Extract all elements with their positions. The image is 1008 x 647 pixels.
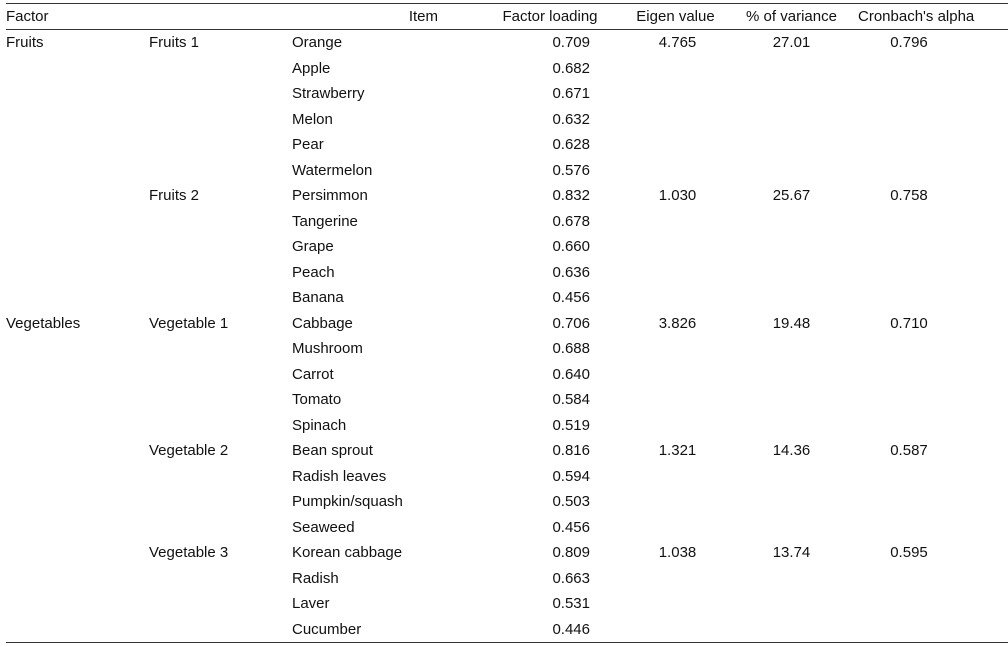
table-header [6,4,1008,30]
table-row [6,336,1008,362]
table-row [6,540,1008,566]
cell-item: Grape [292,238,334,255]
cell-percent-variance [731,489,852,515]
table-row [6,158,1008,184]
table-row [6,81,1008,107]
table-row [6,56,1008,82]
table-row [6,311,1008,337]
cell-cronbach-alpha [852,81,1008,107]
cell-cronbach-alpha [852,566,1008,592]
cell-eigen-value: 1.030 [658,187,697,204]
cell-cronbach-alpha [852,107,1008,133]
header-eigen-value: Eigen value [636,8,715,25]
cell-factor [6,362,149,388]
cell-eigen-value [620,362,731,388]
table-row [6,591,1008,617]
cell-item: Carrot [292,365,334,383]
table-row [6,617,1008,643]
table-row [6,132,1008,158]
cell-eigen-value: 4.765 [658,34,697,51]
cell-subfactor [149,285,292,311]
table-row [6,107,1008,133]
cell-factor-loading: 0.678 [552,212,590,230]
cell-factor-loading: 0.628 [552,136,590,153]
factor-analysis-table [6,3,1008,643]
cell-factor [6,285,149,311]
cell-factor-loading: 0.636 [552,263,590,281]
cell-subfactor: Fruits 1 [149,34,200,51]
cell-percent-variance [731,158,852,184]
cell-eigen-value [620,591,731,617]
cell-item: Radish [292,569,339,587]
cell-subfactor [149,56,292,82]
cell-factor [6,234,149,260]
cell-percent-variance [731,413,852,439]
cell-subfactor: Vegetable 3 [149,544,229,561]
cell-factor-loading: 0.832 [552,187,590,204]
cell-factor [6,489,149,515]
cell-percent-variance: 27.01 [772,34,811,51]
cell-item: Bean sprout [292,442,373,459]
cell-item: Tangerine [292,212,358,230]
cell-percent-variance [731,336,852,362]
cell-cronbach-alpha [852,413,1008,439]
cell-item: Pear [292,136,324,153]
cell-cronbach-alpha [852,362,1008,388]
cell-item: Pumpkin/squash [292,493,403,510]
cell-subfactor [149,413,292,439]
table-body [6,30,1008,643]
cell-factor-loading: 0.671 [552,85,590,102]
cell-subfactor [149,617,292,643]
cell-factor: Vegetables [6,314,81,332]
cell-percent-variance [731,209,852,235]
cell-item: Peach [292,263,335,281]
table-row [6,209,1008,235]
cell-eigen-value: 1.038 [658,544,697,561]
cell-factor [6,260,149,286]
cell-percent-variance: 25.67 [772,187,811,204]
cell-factor: Fruits [6,34,44,51]
cell-factor-loading: 0.640 [552,365,590,383]
cell-item: Mushroom [292,340,363,357]
table-row [6,260,1008,286]
cell-subfactor [149,591,292,617]
cell-percent-variance [731,132,852,158]
cell-factor-loading: 0.663 [552,569,590,587]
cell-eigen-value [620,617,731,643]
cell-item: Banana [292,289,344,306]
cell-cronbach-alpha [852,591,1008,617]
cell-percent-variance [731,285,852,311]
cell-eigen-value [620,336,731,362]
cell-percent-variance [731,362,852,388]
cell-factor-loading: 0.531 [552,595,590,612]
cell-eigen-value [620,158,731,184]
cell-cronbach-alpha [852,464,1008,490]
cell-cronbach-alpha: 0.758 [890,187,928,204]
cell-factor [6,464,149,490]
cell-percent-variance: 14.36 [772,442,811,459]
cell-subfactor: Fruits 2 [149,187,200,204]
table-row [6,387,1008,413]
cell-eigen-value [620,234,731,260]
cell-eigen-value [620,285,731,311]
cell-item: Melon [292,110,333,128]
cell-factor-loading: 0.682 [552,59,590,77]
cell-percent-variance [731,617,852,643]
cell-cronbach-alpha [852,489,1008,515]
cell-percent-variance [731,56,852,82]
cell-factor-loading: 0.519 [552,416,590,434]
cell-item: Radish leaves [292,467,387,485]
cell-factor [6,336,149,362]
cell-eigen-value [620,387,731,413]
cell-factor-loading: 0.632 [552,110,590,128]
cell-subfactor [149,209,292,235]
cell-subfactor [149,464,292,490]
cell-eigen-value [620,56,731,82]
cell-eigen-value [620,566,731,592]
cell-cronbach-alpha: 0.710 [890,314,928,332]
cell-subfactor [149,260,292,286]
cell-percent-variance [731,464,852,490]
cell-subfactor [149,234,292,260]
cell-subfactor [149,158,292,184]
cell-subfactor [149,566,292,592]
cell-percent-variance [731,81,852,107]
cell-percent-variance [731,107,852,133]
cell-eigen-value: 3.826 [658,314,697,332]
cell-item: Orange [292,34,343,51]
cell-subfactor [149,387,292,413]
cell-factor [6,617,149,643]
cell-item: Laver [292,595,330,612]
cell-factor [6,107,149,133]
cell-factor [6,540,149,566]
table-row [6,438,1008,464]
header-cronbach-alpha: Cronbach's alpha [858,8,975,25]
cell-cronbach-alpha [852,515,1008,541]
table-row [6,30,1008,56]
cell-percent-variance [731,515,852,541]
cell-item: Tomato [292,391,342,408]
cell-factor-loading: 0.576 [552,161,590,179]
cell-factor-loading: 0.456 [552,289,590,306]
cell-eigen-value [620,260,731,286]
header-item: Item [408,8,438,25]
cell-factor [6,566,149,592]
header-row [6,4,1008,30]
table-row [6,489,1008,515]
header-subfactor [149,4,292,30]
cell-factor-loading: 0.660 [552,238,590,255]
table-row [6,515,1008,541]
cell-cronbach-alpha [852,158,1008,184]
cell-factor-loading: 0.456 [552,518,590,536]
cell-subfactor [149,81,292,107]
cell-factor [6,413,149,439]
cell-factor [6,81,149,107]
cell-factor-loading: 0.503 [552,493,590,510]
cell-subfactor [149,336,292,362]
cell-cronbach-alpha [852,387,1008,413]
cell-factor [6,158,149,184]
table-row [6,234,1008,260]
header-factor-loading: Factor loading [502,8,598,25]
cell-eigen-value [620,209,731,235]
cell-percent-variance [731,260,852,286]
cell-factor-loading: 0.446 [552,620,590,638]
cell-subfactor [149,132,292,158]
cell-factor [6,209,149,235]
cell-cronbach-alpha [852,285,1008,311]
cell-eigen-value [620,107,731,133]
cell-eigen-value [620,464,731,490]
table-row [6,464,1008,490]
cell-percent-variance: 19.48 [772,314,811,332]
cell-factor [6,438,149,464]
cell-eigen-value: 1.321 [658,442,697,459]
cell-cronbach-alpha: 0.796 [890,34,928,51]
cell-eigen-value [620,413,731,439]
cell-factor-loading: 0.594 [552,467,590,485]
cell-factor [6,591,149,617]
cell-percent-variance: 13.74 [772,544,811,561]
cell-cronbach-alpha [852,209,1008,235]
table-row [6,183,1008,209]
cell-percent-variance [731,591,852,617]
cell-cronbach-alpha: 0.595 [890,544,928,561]
cell-percent-variance [731,566,852,592]
cell-cronbach-alpha [852,56,1008,82]
cell-cronbach-alpha: 0.587 [890,442,928,459]
cell-subfactor: Vegetable 2 [149,442,229,459]
cell-factor [6,56,149,82]
cell-factor-loading: 0.706 [552,314,590,332]
cell-item: Seaweed [292,518,355,536]
cell-eigen-value [620,489,731,515]
cell-eigen-value [620,81,731,107]
cell-subfactor [149,489,292,515]
cell-item: Strawberry [292,85,365,102]
cell-cronbach-alpha [852,336,1008,362]
cell-subfactor [149,107,292,133]
cell-factor-loading: 0.709 [552,34,590,51]
header-percent-variance: % of variance [746,8,837,25]
cell-eigen-value [620,132,731,158]
cell-item: Cabbage [292,314,353,332]
cell-item: Cucumber [292,620,362,638]
cell-item: Persimmon [292,187,368,204]
cell-cronbach-alpha [852,260,1008,286]
cell-factor-loading: 0.584 [552,391,590,408]
cell-percent-variance [731,234,852,260]
cell-factor-loading: 0.688 [552,340,590,357]
cell-percent-variance [731,387,852,413]
table-row [6,413,1008,439]
cell-factor [6,515,149,541]
table-row [6,285,1008,311]
cell-factor [6,132,149,158]
cell-cronbach-alpha [852,617,1008,643]
cell-subfactor [149,515,292,541]
cell-factor-loading: 0.809 [552,544,590,561]
cell-factor-loading: 0.816 [552,442,590,459]
cell-item: Korean cabbage [292,544,403,561]
cell-factor [6,183,149,209]
cell-subfactor [149,362,292,388]
cell-item: Watermelon [292,161,373,179]
cell-cronbach-alpha [852,234,1008,260]
cell-item: Apple [292,59,331,77]
cell-cronbach-alpha [852,132,1008,158]
table-row [6,566,1008,592]
cell-eigen-value [620,515,731,541]
cell-item: Spinach [292,416,347,434]
cell-factor [6,387,149,413]
cell-subfactor: Vegetable 1 [149,314,229,332]
header-factor: Factor [6,8,49,25]
table-row [6,362,1008,388]
